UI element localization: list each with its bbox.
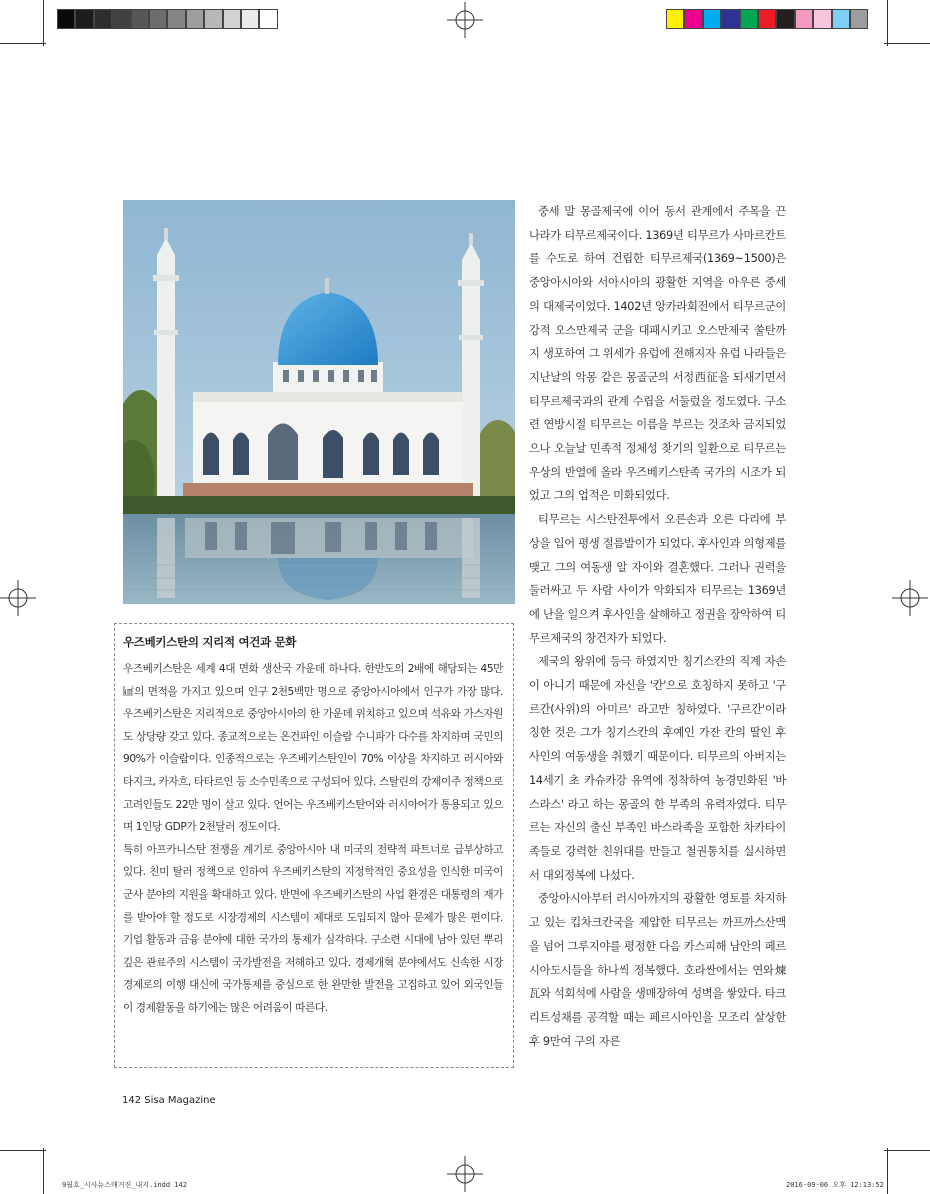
- mosque-photo: [123, 200, 515, 604]
- color-swatch: [721, 9, 739, 29]
- gray-swatch: [223, 9, 241, 29]
- gray-swatch: [131, 9, 149, 29]
- color-swatch: [795, 9, 813, 29]
- gray-swatch: [75, 9, 93, 29]
- article-paragraph: 티무르는 시스탄전투에서 오른손과 오른 다리에 부상을 입어 평생 절름발이가 되었다. 후사인과 의형제를 맺고 그의 여동생 알 자이와 결혼했다. 그러나 권력을 둘러싸고 두 사람 사이가 악화되자 티무르는 1369년에 난을 일으켜 후사인을 살해하고 정권을 장악하여 티무르제국의 창건자가 되었다.: [529, 513, 786, 645]
- color-swatch: [850, 9, 868, 29]
- gray-swatch: [167, 9, 185, 29]
- slug-file: 9월호_시사뉴스매거진_내지.indd 142: [62, 1181, 187, 1189]
- article-paragraph: 중세 말 몽골제국에 이어 동서 관계에서 주목을 끈 나라가 티무르제국이다. 1369년 티무르가 사마르칸트를 수도로 하여 건립한 티무르제국(1369~1500)은 중앙아시아와 서아시아의 광활한 지역을 아우른 중세의 대제국이었다. 1402년 앙카라회전에서 티무르군이 강적 오스만제국 군을 대패시키고 오스만제국 쑬탄까지 생포하여 그 위세가 유럽에 전해지자 유럽 나라들은 지난날의 악몽 같은 몽골군의 서정西征을 되새기면서 티무르제국과의 관계 수립을 서둘렀을 정도였다. 구소련 연방시절 티무르는 이름을 부르는 것조차 금지되었으나 오늘날 민족적 정체성 찾기의 일환으로 티무르는 우상의 반열에 올라 우즈베키스탄족 국가의 시조가 되었고 그의 업적은 미화되었다.: [529, 205, 786, 503]
- sidebar-box: [114, 623, 514, 1068]
- gray-swatch: [112, 9, 130, 29]
- article-column: [529, 200, 786, 1053]
- color-swatch: [776, 9, 794, 29]
- crop-mark-top-left-h: [0, 43, 46, 44]
- registration-mark-bottom-icon: [447, 1156, 483, 1192]
- crop-mark-top-right-h: [884, 43, 930, 44]
- crop-mark-bottom-left-h: [0, 1150, 46, 1151]
- sidebar-body: [123, 658, 503, 1020]
- gray-swatch: [204, 9, 222, 29]
- gray-swatch: [186, 9, 204, 29]
- registration-mark-left-icon: [0, 580, 36, 616]
- gray-swatch: [57, 9, 75, 29]
- color-swatch: [740, 9, 758, 29]
- gray-swatch: [259, 9, 277, 29]
- slug-date: 2016-09-06 오후 12:13:52: [786, 1181, 884, 1189]
- crop-mark-top-right-v: [887, 0, 888, 46]
- page-folio: 142 Sisa Magazine: [122, 1095, 216, 1106]
- color-swatch: [832, 9, 850, 29]
- crop-mark-bottom-right-v: [887, 1148, 888, 1194]
- article-paragraph: 중앙아시아부터 러시아까지의 광활한 영토를 차지하고 있는 킵차크칸국을 제압한 티무르는 까프까스산맥을 넘어 그루지야를 평정한 다음 카스피해 남안의 페르시아도시들을 하나씩 정복했다. 호라싼에서는 연와煉瓦와 석회석에 사람을 생매장하여 성벽을 쌓았다. 타크리트성채를 공격할 때는 페르시아인을 모조리 살상한 후 9만여 구의 자른: [529, 892, 786, 1048]
- gray-swatch: [149, 9, 167, 29]
- article-paragraph: 제국의 왕위에 등극 하였지만 칭기스칸의 직계 자손이 아니기 때문에 자신을 '칸'으로 호칭하지 못하고 '구르간(사위)의 아미르' 라고만 칭하였다. '구르간'이라 칭한 것은 그가 칭기스칸의 후예인 가잔 칸의 딸인 후사인의 여동생을 취했기 때문이다. 티무르의 아버지는 14세기 초 카슈카강 유역에 정착하여 농경민화된 '바스라스' 라고 하는 몽골의 한 부족의 유력자였다. 티무르는 자신의 출신 부족인 바스라족을 포함한 차카타이족들로 강력한 친위대를 만들고 철권통치를 실시하면서 대외정복에 나섰다.: [529, 655, 786, 882]
- color-swatch: [684, 9, 702, 29]
- gray-swatch: [241, 9, 259, 29]
- color-swatch: [813, 9, 831, 29]
- color-swatch: [666, 9, 684, 29]
- registration-mark-top-icon: [447, 2, 483, 38]
- grayscale-color-bar: [57, 9, 278, 29]
- color-swatch: [758, 9, 776, 29]
- sidebar-paragraph: 특히 아프카니스탄 전쟁을 계기로 중앙아시아 내 미국의 전략적 파트너로 급부상하고 있다. 친미 탈러 정책으로 인하여 우즈베키스탄의 지정학적인 중요성을 인식한 미국이 군사 분야의 지원을 확대하고 있다. 반면에 우즈베키스탄의 사업 환경은 대통령의 재가를 받아야 할 정도로 시장경제의 시스템이 제대로 도입되지 않아 문제가 많은 편이다. 기업 활동과 금융 분야에 대한 국가의 통제가 심각하다. 구소련 시대에 남아 있던 뿌리 깊은 관료주의 시스템이 국가발전을 저해하고 있다. 경제개혁 분야에서도 신속한 시장경제로의 이행 대신에 국가통제를 중심으로 한 완만한 발전을 고집하고 있어 외국인들이 경제활동을 하기에는 많은 어려움이 따른다.: [123, 843, 503, 1014]
- color-swatch: [703, 9, 721, 29]
- crop-mark-top-left-v: [43, 0, 44, 46]
- registration-mark-right-icon: [892, 580, 928, 616]
- process-color-bar: [666, 9, 868, 29]
- crop-mark-bottom-right-h: [884, 1150, 930, 1151]
- gray-swatch: [94, 9, 112, 29]
- sidebar-title: 우즈베키스탄의 지리적 여건과 문화: [123, 635, 297, 649]
- crop-mark-bottom-left-v: [43, 1148, 44, 1194]
- sidebar-paragraph: 우즈베키스탄은 세계 4대 면화 생산국 가운데 하나다. 한반도의 2배에 해당되는 45만㎢의 면적을 가지고 있으며 인구 2천5백만 명으로 중앙아시아에서 인구가 가장 많다. 우즈베키스탄은 지리적으로 중앙아시아의 한 가운데 위치하고 있으며 석유와 가스자원도 상당량 갖고 있다. 종교적으로는 온건파인 이슬람 수니파가 다수를 차지하며 국민의 90%가 이슬람이다. 인종적으로는 우즈베키스탄인이 70% 이상을 차지하고 러시아와 타지크, 카자흐, 타타르인 등 소수민족으로 구성되어 있다. 스탈린의 강제이주 정책으로 고려인들도 22만 명이 살고 있다. 언어는 우즈베키스탄어와 러시아어가 통용되고 있으며 1인당 GDP가 2천달러 정도이다.: [123, 663, 503, 834]
